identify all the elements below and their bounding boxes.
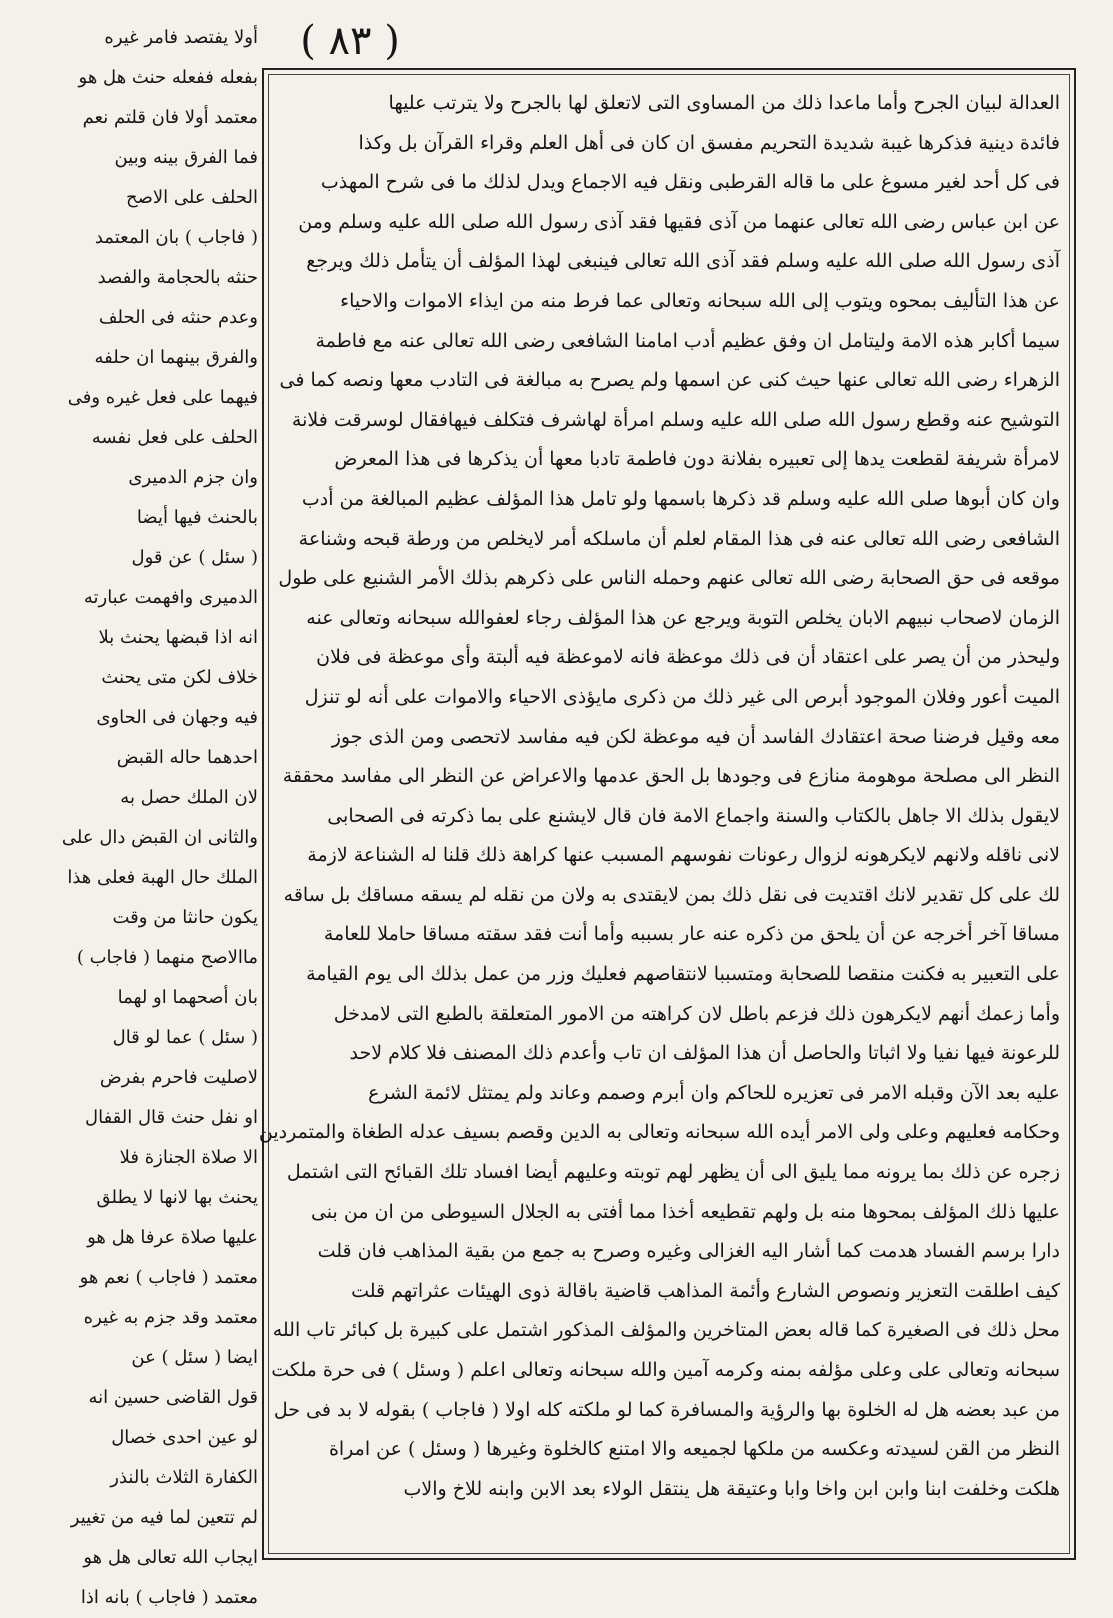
margin-text-line: يحنث بها لانها لا يطلق [96,1187,258,1208]
margin-text-line: بفعله ففعله حنث هل هو [78,67,258,88]
main-text-line: عليه بعد الآن وقبله الامر فى تعزيره للحاكم وان أبرم وصمم وعاند ولم يمتثل لائمة الشرع [368,1081,1060,1104]
main-text-line: مساقا آخر أخرجه عن أن يلحق من ذكره عنه عار بسببه وأما أنت فقد سقته مساقا حاملا للعامة [323,923,1060,946]
margin-text-line: خلاف لكن متى يحنث [101,667,258,688]
main-text-line: عليها ذلك المؤلف بمحوها منه بل ولهم تقطيعه أخذا مما أفتى به الجلال السيوطى من ان من بنى [310,1200,1060,1223]
main-text-line: فائدة دينية فذكرها غيبة شديدة التحريم مفسق ان كان فى أهل العلم وقراء القرآن بل وكذا [358,131,1060,154]
main-text-line: العدالة لبيان الجرح وأما ماعدا ذلك من المساوى التى لاتعلق لها بالجرح ولا يترتب عليها [388,92,1060,114]
margin-text-line: ( فاجاب ) بان المعتمد [94,227,258,248]
margin-text-line: الدميرى وافهمت عبارته [83,587,258,608]
margin-text-line: ماالاصح منهما ( فاجاب ) [76,947,258,968]
margin-text-line: فيهما على فعل غيره وفى [67,387,258,408]
margin-text-line: وان جزم الدميرى [128,467,258,488]
margin-text-line: معتمد أولا فان قلتم نعم [82,107,258,128]
main-text-line: الميت أعور وفلان الموجود أبرص الى غير ذلك من ذكرى مايؤذى الاحياء والاموات على أنه لو تنزل [304,685,1060,708]
main-text-line: معه وقيل فرضنا صحة اعتقادك الفاسد أن فيه موعظة لكن فيه مفاسد لاتحصى ومن الذى جوز [331,725,1060,748]
margin-text-line: وعدم حنثه فى الحلف [98,307,258,328]
main-text-line: عن هذا التأليف بمحوه ويتوب إلى الله سبحانه وتعالى عما فرط منه من ايذاء الاموات والاحياء [340,289,1060,312]
main-text-line: النظر من القن لسيدته وعكسه من ملكها لجميعه والا امتنع كالخلوة وغيرها ( وسئل ) عن امراة [328,1438,1060,1461]
margin-text-line: لاصليت فاحرم بفرض [99,1067,258,1088]
main-text-line: عن ابن عباس رضى الله تعالى عنهما من آذى فقيها فقد آذى رسول الله صلى الله عليه وسلم ومن [298,210,1060,233]
margin-text-line: الحلف على فعل نفسه [91,427,258,448]
main-text-line: للرعونة فيها نفيا ولا اثباتا والحاصل أن هذا المؤلف ان تاب وأعدم ذلك المصنف فلا كلام لاحد [349,1042,1060,1065]
margin-text-line: الملك حال الهبة فعلى هذا [67,867,258,888]
main-text-line: وليحذر من أن يصر على اعتقاد أن فى ذلك موعظة فانه لاموعظة فيه ألبتة وأى موعظة فى فلان [316,646,1060,669]
main-text-block [258,84,1060,1544]
margin-text-line: أولا يفتصد فامر غيره [104,27,258,48]
main-text-line: دارا برسم الفساد هدمت كما أشار اليه الغزالى وغيره وصرح به جمع من بقية المذاهب فان قلت [317,1240,1060,1263]
main-text-line: وان كان أبوها صلى الله عليه وسلم قد ذكرها باسمها ولو تامل هذا المؤلف عظيم المبالغة من أدب [301,487,1060,510]
main-text-line: لانى ناقله ولانهم لايكرهونه لزوال رعونات نفوسهم المسبب عنها كراهة ذلك قلنا له الشناعة لازمة [307,844,1060,867]
margin-text-line: ( سئل ) عن قول [131,547,258,568]
margin-text-line: لو عين احدى خصال [111,1427,258,1448]
margin-text-line: ( سئل ) عما لو قال [112,1027,258,1048]
margin-text-line: الا صلاة الجنازة فلا [119,1147,258,1168]
margin-text-line: حنثه بالحجامة والفصد [97,267,258,288]
margin-text-line: معتمد ( فاجاب ) نعم هو [79,1267,258,1288]
main-text-line: لك على كل تقدير لانك اقتديت فى نقل ذلك بمن لايقتدى به ولان من نقله لم يسقه مساقك بل ساقه [283,883,1060,906]
main-text-line: موقعه فى حق الصحابة رضى الله تعالى عنهم وحمله الناس على ذكرهم بذلك الأمر الشنيع على طول [278,567,1060,590]
margin-text-line: عليها صلاة عرفا هل هو [87,1227,258,1248]
margin-text-line: معتمد وقد جزم به غيره [83,1307,258,1328]
main-text-line: هلكت وخلفت ابنا وابن ابن واخا وابا وعتيقة هل ينتقل الولاء بعد الابن وابنه للاخ والاب [403,1477,1060,1500]
main-text-line: الشافعى رضى الله تعالى عنه فى هذا المقام لعلم أن ماسلكه أمر لايخلص من ورطة قبحه وشناعة [298,527,1060,550]
margin-text-line: معتمد ( فاجاب ) بانه اذا [80,1587,258,1608]
main-text-line: لايقول بذلك الا جاهل بالكتاب والسنة واجماع الامة فان قال لايشنع على بما ذكرته فى الصحابى [327,804,1060,827]
margin-text-line: الكفارة الثلاث بالنذر [110,1467,258,1488]
main-text-line: كيف اطلقت التعزير ونصوص الشارع وأئمة المذاهب قاضية باقالة ذوى الهيئات عثراتهم قلت [351,1279,1060,1302]
margin-text-line: ايضا ( سئل ) عن [131,1347,258,1368]
main-text-line: سيما أكابر هذه الامة وليتامل ان وفق عظيم أدب امامنا الشافعى رضى الله تعالى عنه مع فاطمة [315,329,1060,352]
margin-text-line: انه اذا قبضها يحنث بلا [98,627,258,648]
main-text-line: النظر الى مصلحة موهومة منازع فى وجودها بل الحق عدمها والاعراض عن النظر الى مفاسد محققة [282,765,1060,788]
margin-text-line: بان أصحهما او لهما [117,987,258,1008]
margin-text-line: فيه وجهان فى الحاوى [96,707,258,728]
main-text-line: زجره عن ذلك بما يرونه مما يليق الى أن يظهر لهم توبته وعليهم أيضا افساد تلك القبائح التى اشتمل [286,1161,1060,1184]
main-text-line: من عبد بعضه هل له الخلوة بها والرؤية والمسافرة كما لو ملكته كله اولا ( فاجاب ) بقوله لا بد فى حل [273,1398,1060,1421]
margin-text-line: يكون حانثا من وقت [112,907,258,928]
main-text-line: على التعبير به فكنت منقصا للصحابة ومتسببا لانتقاصهم فعليك وزر من عمل بذلك الى يوم القيامة [306,963,1060,986]
margin-text-line: بالحنث فيها أيضا [136,507,258,528]
margin-text-line: لم تتعين لما فيه من تغيير [70,1507,258,1528]
margin-text-line: فما الفرق بينه وبين [114,147,258,168]
main-text-line: الزهراء رضى الله تعالى عنها حيث كنى عن اسمها ولم يصرح به مبالغة فى التادب معها ونصه كما فى [279,369,1060,392]
main-text-line: فى كل أحد لغير مسوغ على ما قاله القرطبى ونقل فيه الاجماع ويدل لذلك ما فى شرح المهذب [320,171,1060,194]
page-number: ( ٨٣ ) [300,18,400,64]
main-text-line: وحكامه فعليهم وعلى ولى الامر أيده الله سبحانه وتعالى به الدين وقصم بسيف عدله الطغاة والمتمردين [258,1121,1060,1144]
margin-commentary [20,18,258,1608]
main-text-line: لامرأة شريفة لقطعت يدها إلى تعبيره بفلانة دون فاطمة تادبا معها أن يذكرها فى هذا المعرض [334,448,1060,471]
main-text-line: الزمان لاصحاب نبيهم الابان يخلص التوبة ويرجع عن هذا المؤلف رجاء لعفوالله سبحانه وتعالى عنه [306,606,1060,629]
margin-text-line: والفرق بينهما ان حلفه [94,347,258,368]
main-text-line: سبحانه وتعالى على وعلى مؤلفه بمنه وكرمه آمين والله سبحانه وتعالى اعلم ( وسئل ) فى حرة ملكت [271,1359,1060,1381]
main-text-line: محل ذلك فى الصغيرة كما قاله بعض المتاخرين والمؤلف المذكور اشتمل على كبيرة بل كبائر تاب الله [272,1319,1060,1342]
margin-text-line: والثانى ان القبض دال على [61,827,258,848]
margin-text-line: قول القاضى حسين انه [88,1387,258,1408]
main-text-line: التوشيح عنه وقطع رسول الله صلى الله عليه وسلم امرأة لهاشرف فتكلف فيهافقال لوسرقت فلانة [291,408,1060,431]
margin-text-line: الحلف على الاصح [125,187,258,208]
margin-text-line: احدهما حاله القبض [116,747,258,768]
main-text-line: آذى رسول الله صلى الله عليه وسلم فقد آذى الله تعالى فينبغى لهذا المؤلف أن يتأمل ذلك ويرجع [306,250,1060,273]
main-text-line: وأما زعمك أنهم لايكرهون ذلك فزعم باطل لان كراهته من الامور المتعلقة بالطبع التى لامدخل [333,1002,1060,1025]
margin-text-line: ايجاب الله تعالى هل هو [83,1547,258,1568]
margin-text-line: او نفل حنث قال القفال [85,1107,258,1128]
margin-text-line: لان الملك حصل به [120,787,258,808]
